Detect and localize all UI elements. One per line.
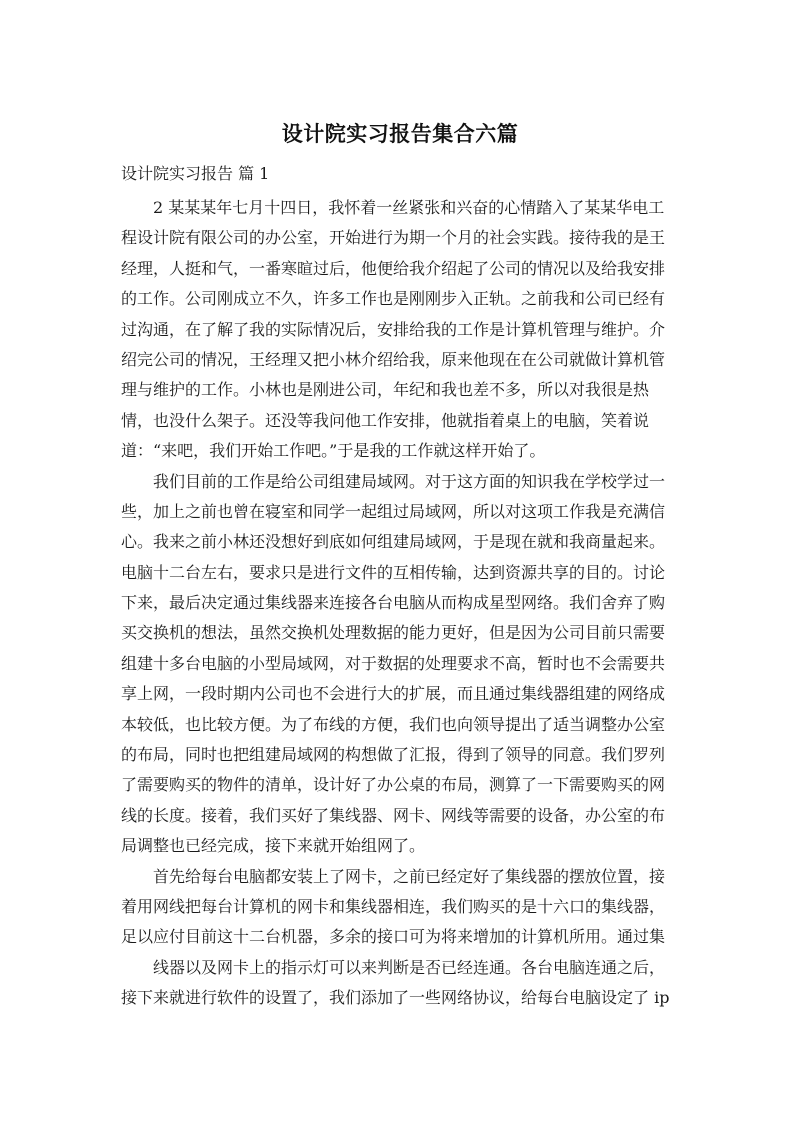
text-line: 线器以及网卡上的指示灯可以来判断是否已经连通。各台电脑连通之后， <box>153 957 666 977</box>
text-line: 接下来就进行软件的设置了，我们添加了一些网络协议，给每台电脑设定了 ip <box>121 988 670 1008</box>
body-text <box>121 193 681 1014</box>
text-line: 享上网，一段时期内公司也不会进行大的扩展，而且通过集线器组建的网络成 <box>121 684 666 704</box>
text-line: 理与维护的工作。小林也是刚进公司，年纪和我也差不多，所以对我很是热 <box>121 380 650 400</box>
text-line: 本较低，也比较方便。为了布线的方便，我们也向领导提出了适当调整办公室 <box>121 714 666 734</box>
text-line: 买交换机的想法，虽然交换机处理数据的能力更好，但是因为公司目前只需要 <box>121 623 666 643</box>
text-line: 组建十多台电脑的小型局域网，对于数据的处理要求不高，暂时也不会需要共 <box>121 653 666 673</box>
text-line: 局调整也已经完成，接下来就开始组网了。 <box>121 836 426 856</box>
text-line: 些，加上之前也曾在寝室和同学一起组过局域网，所以对这项工作我是充满信 <box>121 501 666 521</box>
text-line: 道：“来吧，我们开始工作吧。”于是我的工作就这样开始了。 <box>121 441 546 461</box>
text-line: 足以应付目前这十二台机器，多余的接口可为将来增加的计算机所用。通过集 <box>121 927 666 947</box>
text-line: 线的长度。接着，我们买好了集线器、网卡、网线等需要的设备，办公室的布 <box>121 805 666 825</box>
text-line: 2 某某某年七月十四日，我怀着一丝紧张和兴奋的心情踏入了某某华电工 <box>153 198 665 217</box>
document-title: 设计院实习报告集合六篇 <box>281 122 519 146</box>
text-line: 下来，最后决定通过集线器来连接各台电脑从而构成星型网络。我们舍弃了购 <box>121 593 666 613</box>
text-line: 过沟通，在了解了我的实际情况后，安排给我的工作是计算机管理与维护。介 <box>121 319 666 339</box>
text-line: 电脑十二台左右，要求只是进行文件的互相传输，达到资源共享的目的。讨论 <box>121 562 666 582</box>
text-line: 经理，人挺和气，一番寒暄过后，他便给我介绍起了公司的情况以及给我安排 <box>121 258 666 278</box>
text-line: 心。我来之前小林还没想好到底如何组建局域网，于是现在就和我商量起来。 <box>121 532 666 552</box>
text-line: 绍完公司的情况，王经理又把小林介绍给我，原来他现在在公司就做计算机管 <box>121 349 666 369</box>
text-line: 我们目前的工作是给公司组建局域网。对于这方面的知识我在学校学过一 <box>153 471 666 491</box>
section-heading: 设计院实习报告 篇 1 <box>121 164 270 183</box>
text-line: 了需要购买的物件的清单，设计好了办公桌的布局，测算了一下需要购买的网 <box>121 775 666 795</box>
text-line: 的布局，同时也把组建局域网的构想做了汇报，得到了领导的同意。我们罗列 <box>121 745 666 765</box>
text-line: 情，也没什么架子。还没等我问他工作安排，他就指着桌上的电脑，笑着说 <box>121 410 650 430</box>
text-line: 的工作。公司刚成立不久，许多工作也是刚刚步入正轨。之前我和公司已经有 <box>121 289 666 309</box>
text-line: 首先给每台电脑都安装上了网卡，之前已经定好了集线器的摆放位置，接 <box>153 866 666 886</box>
text-line: 程设计院有限公司的办公室，开始进行为期一个月的社会实践。接待我的是王 <box>121 228 666 248</box>
text-line: 着用网线把每台计算机的网卡和集线器相连，我们购买的是十六口的集线器， <box>121 896 666 916</box>
